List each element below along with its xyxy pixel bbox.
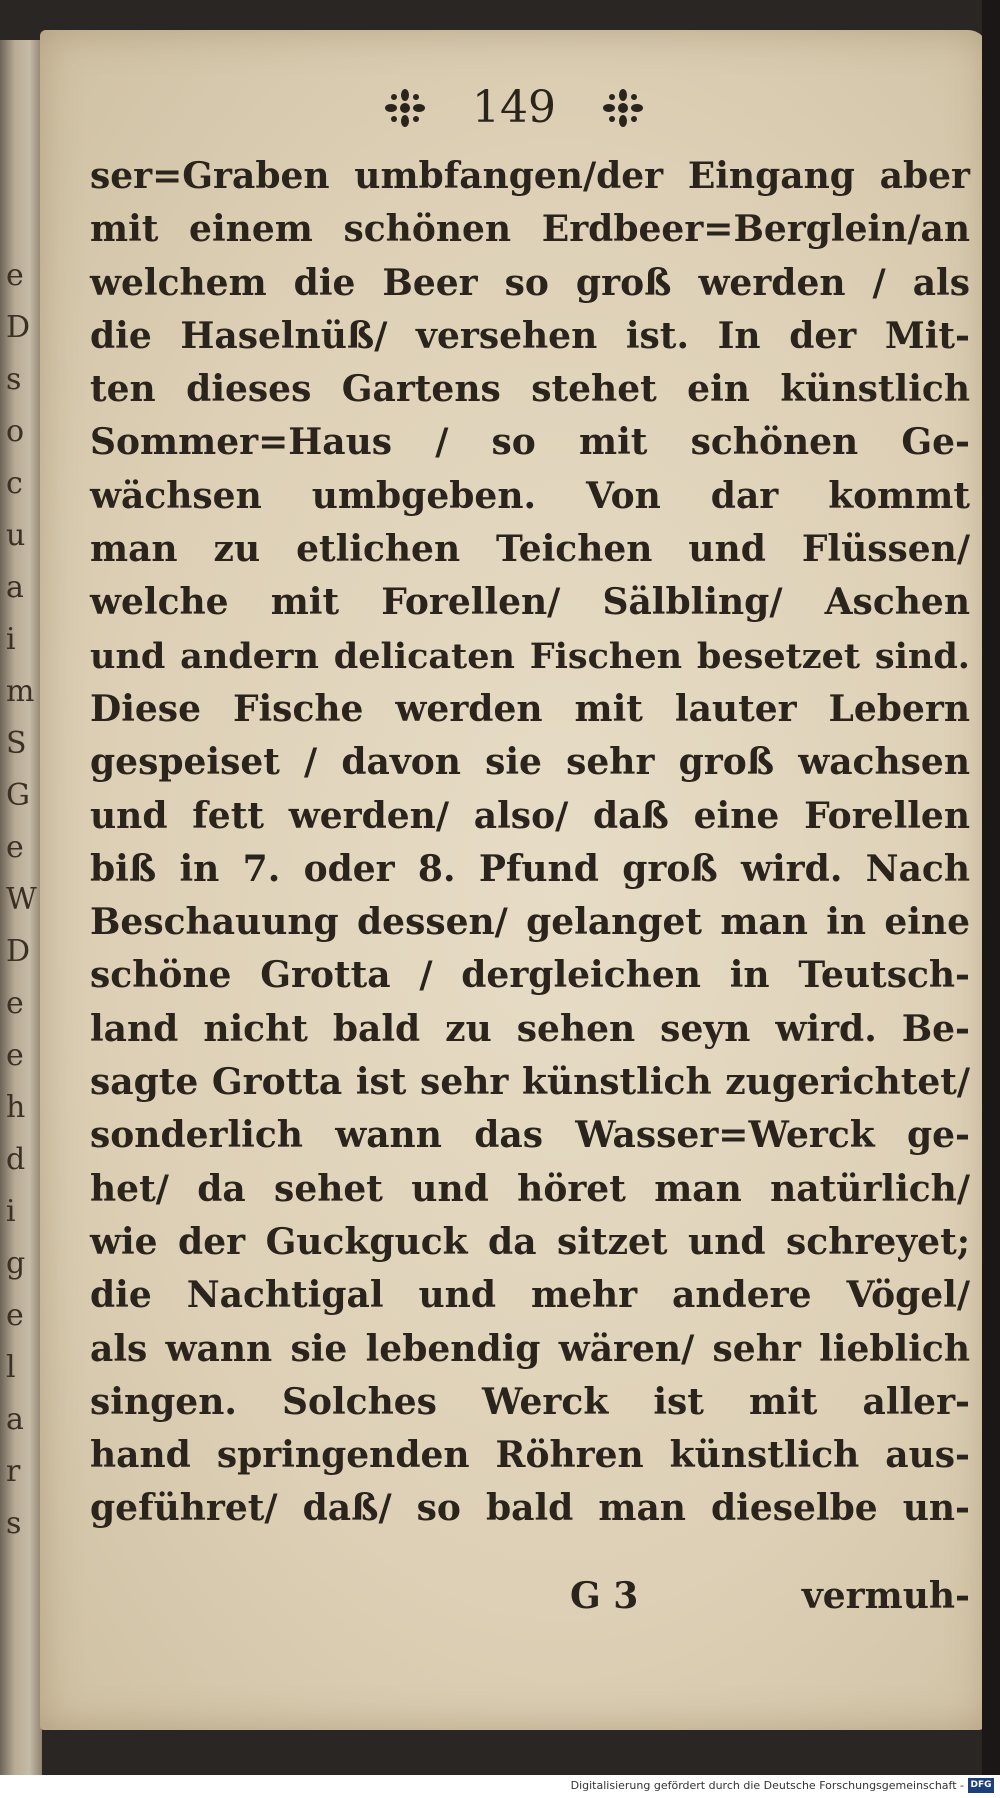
left-page-fragment: i (6, 1194, 16, 1229)
text-line: sonderlich wann das Wasser=Werck ge- (90, 1114, 970, 1157)
fleuron-icon (383, 88, 427, 128)
fleuron-icon (601, 88, 645, 128)
text-line: ser=Graben umbfangen/der Eingang aber (90, 155, 970, 197)
text-line: geführet/ daß/ so bald man dieselbe un- (90, 1487, 970, 1530)
left-page-fragment: e (6, 830, 24, 865)
dfg-logo: DFG (968, 1778, 994, 1793)
text-line: und fett werden/ also/ daß eine Forellen (90, 794, 970, 837)
left-page-fragment: c (6, 466, 23, 501)
catchword: vermuh- (801, 1575, 970, 1617)
signature-mark: G 3 (570, 1575, 639, 1617)
text-line: schöne Grotta / dergleichen in Teutsch- (90, 954, 970, 997)
left-page-fragment: g (6, 1246, 26, 1281)
text-line: und andern delicaten Fischen besetzet sind. (90, 635, 970, 677)
left-page-fragment: a (6, 570, 24, 605)
text-line: gespeiset / davon sie sehr groß wachsen (90, 741, 970, 784)
text-line: welche mit Forellen/ Sälbling/ Aschen (90, 581, 970, 624)
left-page-fragment: D (6, 934, 31, 969)
text-line: Sommer=Haus / so mit schönen Ge- (90, 421, 970, 464)
left-page-fragment: o (6, 414, 25, 449)
left-page-fragment: G (6, 778, 30, 813)
text-line: hand springenden Röhren künstlich aus- (90, 1434, 970, 1477)
credit-text: Digitalisierung gefördert durch die Deutsche Forschungsgemeinschaft - (570, 1779, 964, 1792)
left-page-fragment: W (6, 882, 37, 917)
page-header (40, 82, 988, 133)
text-line: die Nachtigal und mehr andere Vögel/ (90, 1274, 970, 1317)
left-page-fragment: D (6, 310, 31, 345)
right-page-shadow (982, 0, 1000, 1775)
text-line: sagte Grotta ist sehr künstlich zugerichtet/ (90, 1061, 970, 1104)
text-line: als wann sie lebendig wären/ sehr lieblich (90, 1327, 970, 1370)
text-line: singen. Solches Werck ist mit aller- (90, 1380, 970, 1423)
left-page-fragment: m (6, 674, 35, 709)
text-line: mit einem schönen Erdbeer=Berglein/an (90, 208, 970, 251)
left-page-fragment: S (6, 726, 27, 761)
left-page-fragment: s (6, 362, 22, 397)
left-page-fragment: r (6, 1454, 21, 1489)
left-page-fragment: l (6, 1350, 16, 1385)
left-page-fragment: d (6, 1142, 26, 1177)
left-page-fragment: u (6, 518, 26, 553)
left-page-fragment: a (6, 1402, 24, 1437)
credit-bar (0, 1775, 1000, 1798)
text-line: biß in 7. oder 8. Pfund groß wird. Nach (90, 847, 970, 890)
text-line: ten dieses Gartens stehet ein künstlich (90, 368, 970, 411)
left-page-fragment: e (6, 258, 24, 293)
page-body-text (90, 150, 970, 1536)
left-page-fragment: h (6, 1090, 26, 1125)
text-line: land nicht bald zu sehen seyn wird. Be- (90, 1007, 970, 1050)
left-page-fragment: s (6, 1506, 22, 1541)
left-page-fragment: i (6, 622, 16, 657)
left-page-fragment: e (6, 1038, 24, 1073)
text-line: welchem die Beer so groß werden / als (90, 261, 970, 304)
text-line: Beschauung dessen/ gelanget man in eine (90, 901, 970, 944)
page-number: 149 (472, 82, 556, 133)
text-line: wächsen umbgeben. Von dar kommt (90, 474, 970, 517)
text-line: Diese Fische werden mit lauter Lebern (90, 687, 970, 730)
text-line: die Haselnüß/ versehen ist. In der Mit- (90, 314, 970, 357)
left-page-fragment: e (6, 986, 24, 1021)
text-line: wie der Guckguck da sitzet und schreyet; (90, 1220, 970, 1263)
text-line: het/ da sehet und höret man natürlich/ (90, 1167, 970, 1210)
left-page-fragment: e (6, 1298, 24, 1333)
text-line: man zu etlichen Teichen und Flüssen/ (90, 528, 970, 571)
book-page (40, 30, 988, 1730)
